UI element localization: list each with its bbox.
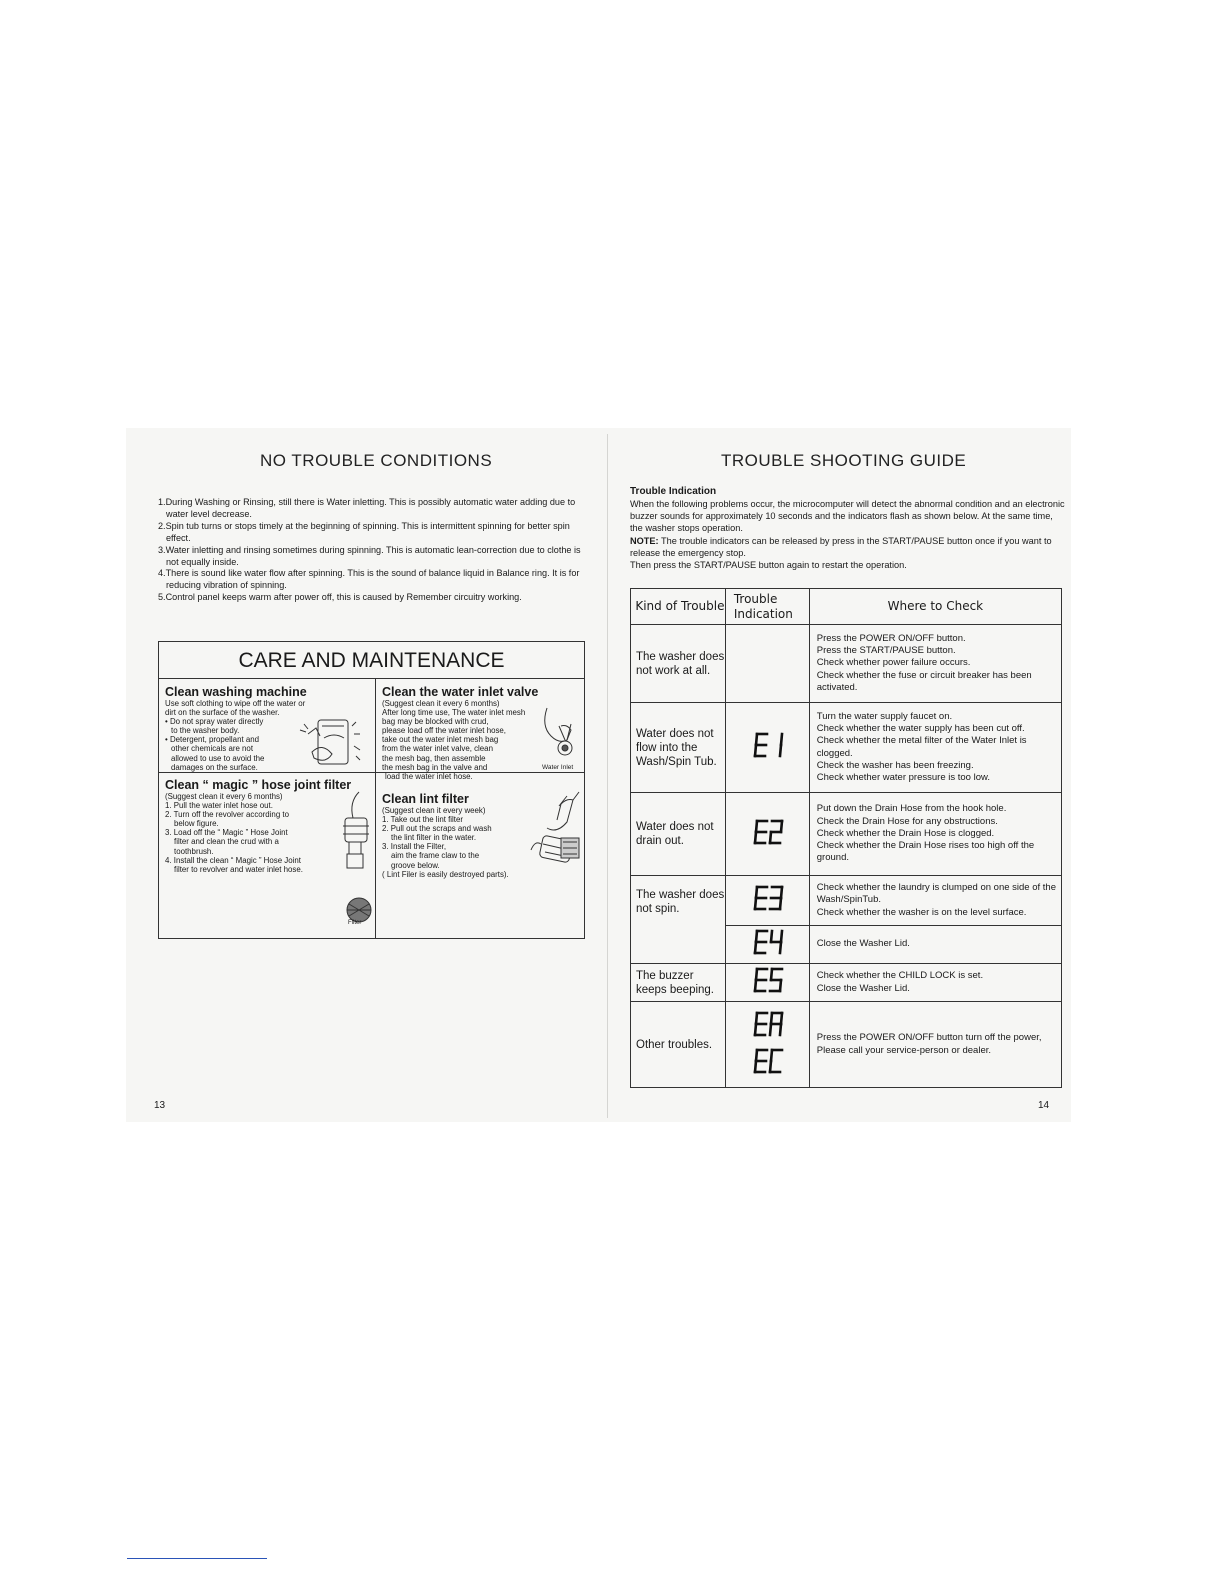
footer-rule [127,1558,267,1559]
condition-item: 2.Spin tub turns or stops timely at the beginning of spinning. This is intermittent spinning for better spin effect. [158,520,570,543]
text-line: other chemicals are not [171,744,254,754]
check-line: Press the START/PAUSE button. [816,645,956,657]
text-line: • Detergent, propellant and [165,735,260,745]
text-line: the lint filter in the water. [391,833,477,843]
code-cell [725,1002,809,1088]
check-line: Close the Washer Lid. [816,938,910,950]
text-line: 1. Take out the lint filter [382,815,463,825]
code-cell [725,793,809,876]
code-cell [725,703,809,793]
divider [159,678,584,679]
trouble-table [630,588,1062,1088]
table-row [631,1002,1062,1088]
condition-item: 5.Control panel keeps warm after power off, this is caused by Remember circuitry working. [158,592,522,603]
condition-item: 4.There is sound like water flow after spinning. This is the sound of balance liquid in Balance ring. It is for reducing vibration of spinning. [158,568,580,591]
text-line: filter to revolver and water inlet hose. [174,864,303,874]
check-line: Press the POWER ON/OFF button. [816,632,966,644]
intro-text [630,498,1066,571]
check-line: Close the Washer Lid. [816,982,910,994]
header-kind: Kind of Trouble [631,589,726,625]
error-code-ea [747,1010,787,1038]
text-line: the mesh bag in the valve and [382,762,488,772]
check-cell [809,926,1061,964]
table-row [631,876,1062,926]
check-cell [809,1002,1061,1088]
water-inlet-illustration [539,704,581,764]
water-inlet-label: Water Inlet [542,764,574,771]
note-paragraph-2: Then press the START/PAUSE button again to restart the operation. [630,560,907,571]
clean-lint-heading: Clean lint filter [382,792,469,806]
clean-lint-text [382,806,547,879]
code-cell [725,964,809,1002]
check-line: Turn the water supply faucet on. [816,710,953,722]
no-trouble-title: NO TROUBLE CONDITIONS [260,451,493,470]
text-line: • Do not spray water directly [165,717,264,727]
text-line: load the water inlet hose. [385,771,473,781]
text-line: 4. Install the clean “ Magic ” Hose Joint [165,855,301,865]
text-line: ( Lint Filer is easily destroyed parts). [382,869,509,879]
check-line: Check whether the fuse or circuit breaker has been activated. [816,669,1032,693]
lint-filter-illustration [529,782,585,902]
check-line: Press the POWER ON/OFF button turn off the power, Please call your service-person or dealer. [816,1032,1042,1056]
clean-hose-heading: Clean “ magic ” hose joint filter [165,778,352,792]
check-cell [809,876,1061,926]
filter-label: Filter [348,920,362,926]
text-line: groove below. [391,860,440,870]
check-line: Check whether the Drain Hose rises too high off the ground. [816,840,1035,864]
check-line: Check whether the water supply has been cut off. [816,723,1025,735]
check-line: Check whether the laundry is clumped on one side of the Wash/SpinTub. [816,882,1056,906]
table-row [631,703,1062,793]
text-line: below figure. [174,819,219,829]
text-line: 2. Turn off the revolver according to [165,810,289,820]
care-title: CARE AND MAINTENANCE [238,649,505,672]
text-line: the mesh bag, then assemble [382,753,486,763]
kind-cell: Other troubles. [631,1002,726,1088]
code-cell [725,625,809,703]
check-line: Check the Drain Hose for any obstructions. [816,815,998,827]
no-trouble-list [158,497,594,604]
text-line: (Suggest clean it every week) [382,806,486,815]
check-line: Check the washer has been freezing. [816,759,974,771]
page-13 [126,428,610,1122]
check-line: Check whether water pressure is too low. [816,771,990,783]
error-code-e5 [747,966,787,994]
clean-inlet-heading: Clean the water inlet valve [382,685,539,699]
clean-machine-heading: Clean washing machine [165,685,307,699]
text-line: 3. Install the Filter, [382,842,447,852]
text-line: aim the frame claw to the [391,851,480,861]
text-line: allowed to use to avoid the [171,753,265,763]
check-cell [809,793,1061,876]
error-code-e4 [747,928,787,956]
check-line: Put down the Drain Hose from the hook hole. [816,803,1007,815]
error-code-e1 [747,731,787,759]
text-line: bag may be blocked with crud, [382,717,489,727]
text-line: damages on the surface. [171,762,258,772]
table-row [631,964,1062,1002]
text-line: (Suggest clean it every 6 months) [165,792,283,801]
hose-joint-illustration [333,790,373,930]
check-line: Check whether the CHILD LOCK is set. [816,970,984,982]
text-line: from the water inlet valve, clean [382,744,493,754]
check-line: Check whether power failure occurs. [816,657,971,669]
code-cell [725,926,809,964]
kind-cell: The washer does not work at all. [631,625,726,703]
text-line: (Suggest clean it every 6 months) [382,699,500,708]
table-row [631,625,1062,703]
text-line: 1. Pull the water inlet hose out. [165,801,273,811]
error-code-ec [747,1047,787,1075]
check-cell [809,703,1061,793]
manual-spread [126,428,1071,1122]
page-number: 13 [154,1100,166,1111]
table-header-row [631,589,1062,625]
page-14 [610,428,1071,1122]
kind-cell: Water does not drain out. [631,793,726,876]
note-paragraph [630,535,1066,559]
text-line: please load off the water inlet hose, [382,726,506,736]
check-cell [809,625,1061,703]
kind-cell: The buzzer keeps beeping. [631,964,726,1002]
divider [375,678,376,939]
trouble-guide-title: TROUBLE SHOOTING GUIDE [721,451,967,470]
text-line: After long time use, The water inlet mesh [382,708,526,718]
note-label: NOTE: [630,535,659,546]
condition-item: 3.Water inletting and rinsing sometimes during spinning. This is automatic lean-correction due to clothe is not equally inside. [158,544,581,567]
text-line: to the washer body. [171,726,240,736]
text-line: 2. Pull out the scraps and wash [382,824,492,834]
check-line: Check whether the metal filter of the Water Inlet is clogged. [816,735,1027,759]
text-line: 3. Load off the “ Magic ” Hose Joint [165,828,288,838]
clean-lint-cell [382,792,547,879]
check-line: Check whether the washer is on the level surface. [816,906,1027,918]
note-text: The trouble indicators can be released by press in the START/PAUSE button once if you want to release the emergency stop. [630,535,1052,558]
condition-item: 1.During Washing or Rinsing, still there is Water inletting. This is possibly automatic water adding due to water level decrease. [158,497,576,519]
text-line: Use soft clothing to wipe off the water or [165,699,306,708]
kind-cell: Water does not flow into the Wash/Spin Tub. [631,703,726,793]
care-maintenance-box [158,641,585,939]
error-code-e2 [747,818,787,846]
code-cell [725,876,809,926]
header-indication: Trouble Indication [725,589,809,625]
page-number: 14 [1038,1100,1050,1111]
text-line: toothbrush. [174,846,214,856]
table-row [631,793,1062,876]
kind-cell: The washer does not spin. [631,876,726,964]
error-code-e3 [747,884,787,912]
text-line: take out the water inlet mesh bag [382,735,499,745]
washer-wipe-illustration [294,712,366,768]
page-gutter [607,434,608,1118]
text-line: dirt on the surface of the washer. [165,708,280,718]
check-cell [809,964,1061,1002]
header-where: Where to Check [809,589,1061,625]
check-line: Check whether the Drain Hose is clogged. [816,827,995,839]
intro-paragraph: When the following problems occur, the microcomputer will detect the abnormal condition and an electronic buzzer sounds for approximately 10 seconds and the indicators flash as shown below. At the same time, the washer stops operation. [630,499,1065,534]
trouble-indication-heading: Trouble Indication [630,486,717,497]
text-line: filter and clean the crud with a [174,837,279,847]
